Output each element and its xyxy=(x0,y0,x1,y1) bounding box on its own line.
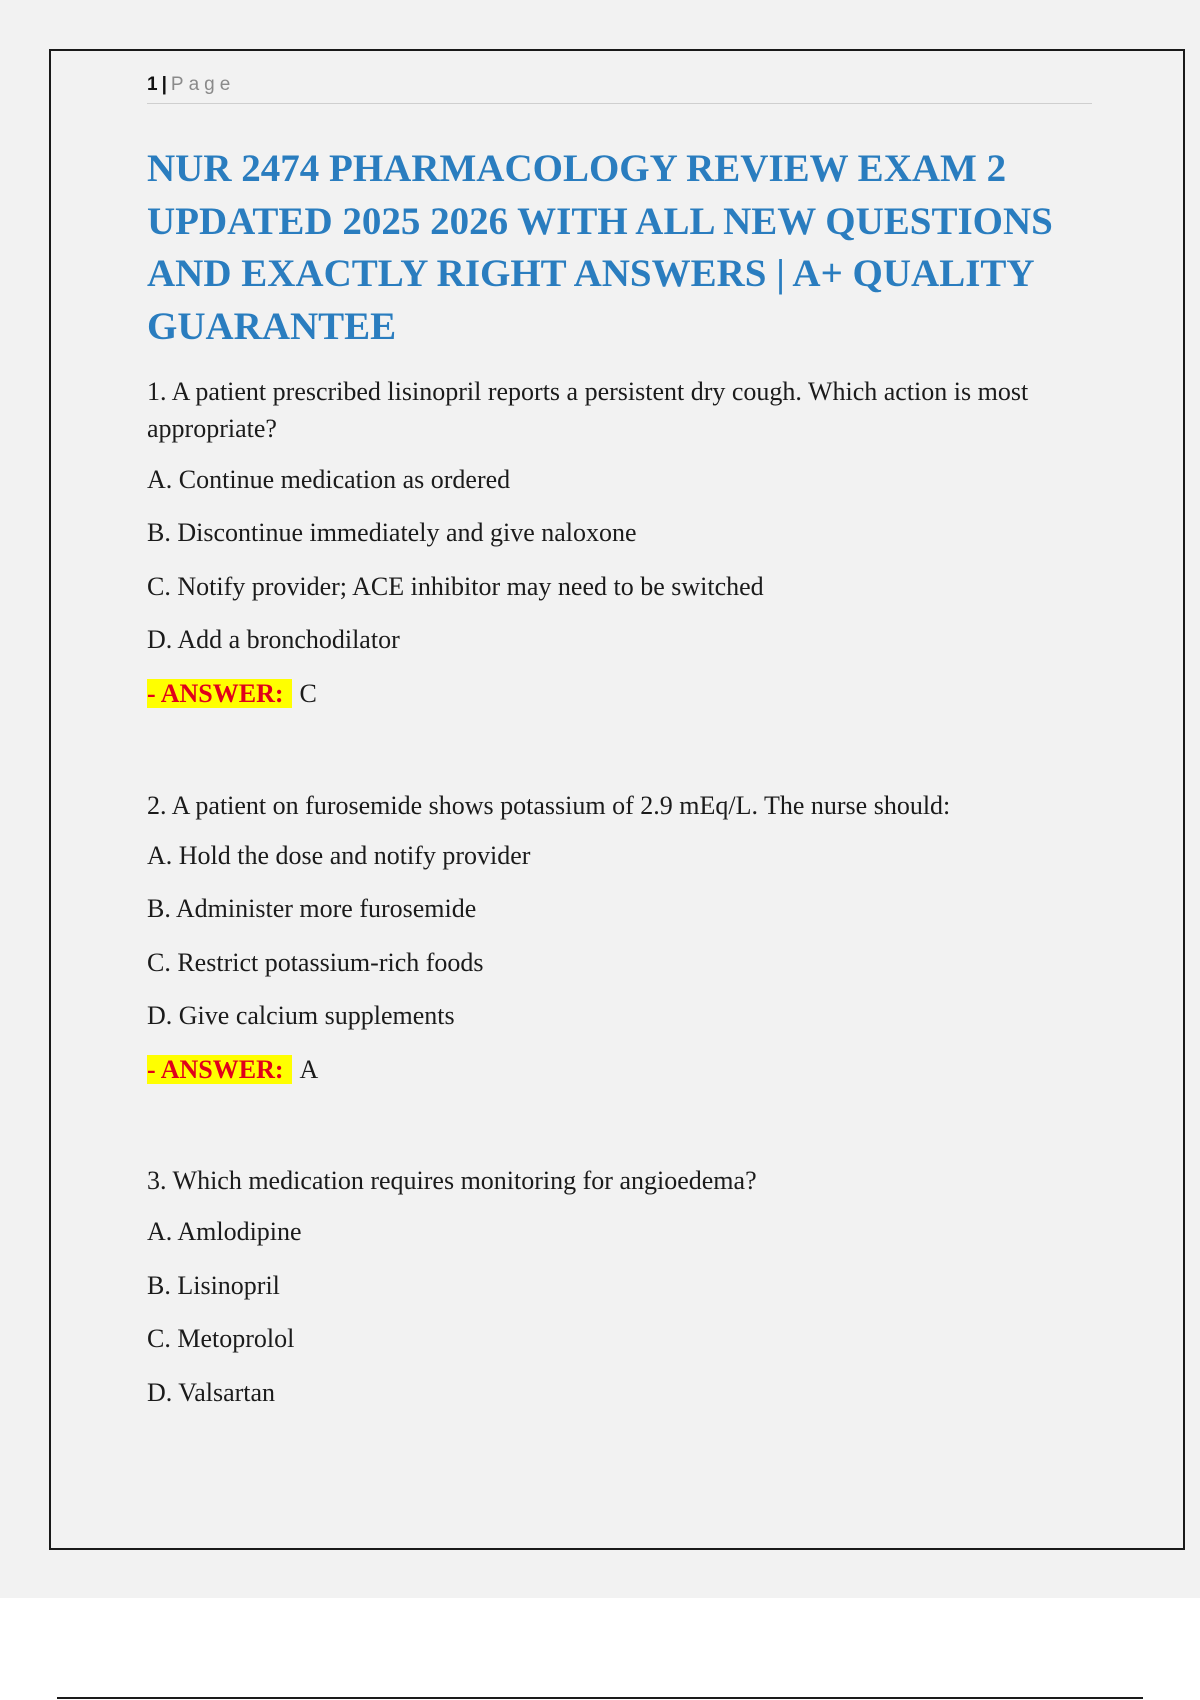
document-page xyxy=(49,49,1185,1550)
page-label: Page xyxy=(170,74,236,95)
question-2-option-b: B. Administer more furosemide xyxy=(147,894,477,923)
question-1-option-d: D. Add a bronchodilator xyxy=(147,625,400,654)
question-1-option-b: B. Discontinue immediately and give naloxone xyxy=(147,518,637,547)
question-1-option-c: C. Notify provider; ACE inhibitor may need to be switched xyxy=(147,572,764,601)
question-3-option-d: D. Valsartan xyxy=(147,1378,276,1407)
question-3-option-b: B. Lisinopril xyxy=(147,1271,280,1300)
question-3-option-c: C. Metoprolol xyxy=(147,1324,295,1353)
answer-label: - ANSWER: xyxy=(147,679,292,708)
next-page-top-border xyxy=(57,1697,1143,1699)
page-header xyxy=(147,73,1092,104)
answer-label: - ANSWER: xyxy=(147,1055,292,1084)
answer-value: A xyxy=(299,1055,319,1084)
question-1-answer xyxy=(147,677,317,711)
answer-value: C xyxy=(299,679,317,708)
question-2-option-c: C. Restrict potassium-rich foods xyxy=(147,948,484,977)
question-3-text: 3. Which medication requires monitoring for angioedema? xyxy=(147,1166,757,1195)
page-number: 1 xyxy=(147,74,158,95)
question-2-option-a: A. Hold the dose and notify provider xyxy=(147,841,531,870)
question-2-option-d: D. Give calcium supplements xyxy=(147,1001,455,1030)
question-1-option-a: A. Continue medication as ordered xyxy=(147,465,511,494)
question-2-answer xyxy=(147,1053,318,1087)
question-1-text: 1. A patient prescribed lisinopril reports a persistent dry cough. Which action is most appropriate? xyxy=(147,377,1029,443)
question-3-option-a: A. Amlodipine xyxy=(147,1217,302,1246)
header-separator: | xyxy=(161,74,167,95)
document-title: NUR 2474 PHARMACOLOGY REVIEW EXAM 2 UPDATED 2025 2026 WITH ALL NEW QUESTIONS AND EXACTLY RIGHT ANSWERS | A+ QUALITY GUARANTEE xyxy=(147,147,1053,348)
question-2-text: 2. A patient on furosemide shows potassium of 2.9 mEq/L. The nurse should: xyxy=(147,791,951,820)
